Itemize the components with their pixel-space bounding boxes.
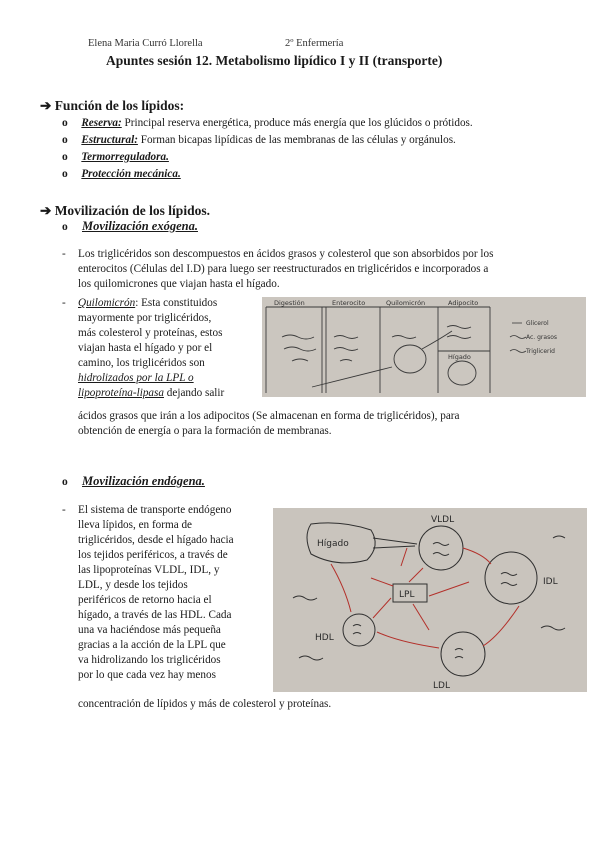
arrow-right-icon: ➔ bbox=[40, 203, 55, 218]
legend-label: Ac. grasos bbox=[526, 334, 557, 341]
text-line: las lipoproteínas VLDL, IDL, y bbox=[78, 564, 220, 576]
diagram-label: Hígado bbox=[317, 539, 349, 549]
lpl-text: lipoproteína-lipasa bbox=[78, 387, 164, 399]
paragraph-endogena bbox=[78, 503, 273, 683]
list-item bbox=[62, 116, 473, 131]
course-name: 2º Enfermería bbox=[285, 38, 344, 49]
text-line: los tejidos periféricos, a través de bbox=[78, 549, 228, 561]
text-line: gracias a la acción de la LPL que bbox=[78, 639, 226, 651]
circle-bullet-icon: o bbox=[62, 117, 68, 129]
text-line: por lo que cada vez hay menos bbox=[78, 669, 216, 681]
author-name: Elena Maria Curró Llorella bbox=[88, 38, 203, 49]
text-line: Los triglicéridos son descompuestos en ácidos grasos y colesterol que son absorbidos por los bbox=[78, 248, 494, 260]
subheading-exogena bbox=[62, 219, 198, 234]
text-line: mayormente por triglicéridos, bbox=[78, 312, 212, 324]
section-heading-text: Movilización de los lípidos. bbox=[54, 203, 210, 218]
list-item-text: Forman bicapas lipídicas de las membranas de las células y orgánulos. bbox=[137, 134, 456, 146]
diagram-label: Hígado bbox=[448, 353, 471, 361]
text-line: triglicéridos, desde el hígado hacia bbox=[78, 534, 234, 546]
dash-bullet: - bbox=[62, 297, 66, 309]
section-heading-movilizacion bbox=[40, 203, 210, 219]
list-item bbox=[62, 133, 456, 148]
text-line: dejando salir bbox=[163, 387, 225, 399]
text-line: ácidos grasos que irán a los adipocitos (Se almacenan en forma de triglicéridos), para bbox=[78, 410, 460, 422]
dash-bullet: - bbox=[62, 248, 66, 260]
paragraph-exogena bbox=[78, 247, 578, 292]
lpl-text: hidrolizados por la LPL o bbox=[78, 372, 194, 384]
list-item-term: Estructural: bbox=[81, 134, 138, 146]
subheading-text: Movilización endógena. bbox=[82, 474, 205, 488]
quilomicron-diagram bbox=[262, 297, 586, 397]
page-title: Apuntes sesión 12. Metabolismo lipídico I y II (transporte) bbox=[106, 53, 443, 68]
circle-bullet-icon: o bbox=[62, 134, 68, 146]
diagram-label: Digestión bbox=[274, 299, 305, 307]
text-line: camino, los triglicéridos son bbox=[78, 357, 205, 369]
legend-label: Glicerol bbox=[526, 320, 549, 327]
diagram-label: Adipocito bbox=[448, 299, 479, 307]
list-item bbox=[62, 167, 181, 182]
text-line: enterocitos (Células del I.D) para luego ser reestructurados en triglicéridos e incorporados a bbox=[78, 263, 489, 275]
lipoprotein-cycle-diagram bbox=[273, 508, 587, 692]
section-heading-text: Función de los lípidos: bbox=[54, 98, 185, 113]
list-item-term: Protección mecánica. bbox=[81, 168, 181, 180]
paragraph-quilomicron bbox=[78, 296, 268, 401]
text-line: LDL, y desde los tejidos bbox=[78, 579, 188, 591]
diagram-label: Quilomicrón bbox=[386, 299, 426, 307]
text-line: lleva lípidos, en forma de bbox=[78, 519, 193, 531]
text-line: periféricos de retorno hacia el bbox=[78, 594, 212, 606]
diagram-label: IDL bbox=[543, 577, 558, 587]
text-line: una va haciéndose más pequeña bbox=[78, 624, 221, 636]
arrow-right-icon: ➔ bbox=[40, 98, 55, 113]
section-heading-funcion bbox=[40, 98, 184, 114]
text-line: El sistema de transporte endógeno bbox=[78, 504, 232, 516]
quilomicron-diagram-photo bbox=[262, 297, 586, 397]
diagram-label: HDL bbox=[315, 633, 334, 643]
subheading-text: Movilización exógena. bbox=[82, 219, 198, 233]
diagram-label: VLDL bbox=[431, 515, 455, 525]
text-line: más colesterol y proteínas, estos bbox=[78, 327, 223, 339]
diagram-label: Enterocito bbox=[332, 299, 366, 307]
text-line: obtención de energía o para la formación de membranas. bbox=[78, 425, 332, 437]
diagram-label: LPL bbox=[399, 590, 415, 600]
diagram-label: LDL bbox=[433, 681, 450, 691]
text-line: va hidrolizando los triglicéridos bbox=[78, 654, 221, 666]
list-item-term: Reserva: bbox=[81, 117, 122, 129]
quilomicron-term: Quilomicrón bbox=[78, 297, 136, 309]
text-line: hígado, a través de las HDL. Cada bbox=[78, 609, 232, 621]
text-line: los quilomicrones que viajan hasta el hígado. bbox=[78, 278, 280, 290]
lipoprotein-cycle-diagram-photo bbox=[273, 508, 587, 692]
circle-bullet-icon: o bbox=[62, 151, 68, 163]
text-line: viajan hasta el hígado y por el bbox=[78, 342, 213, 354]
list-item-text: Principal reserva energética, produce más energía que los glúcidos o prótidos. bbox=[121, 117, 473, 129]
circle-bullet-icon: o bbox=[62, 168, 68, 180]
list-item-term: Termorreguladora. bbox=[81, 151, 169, 163]
dash-bullet: - bbox=[62, 504, 66, 516]
circle-bullet-icon: o bbox=[62, 221, 68, 233]
paragraph-quilomicron-end bbox=[78, 409, 588, 439]
subheading-endogena bbox=[62, 474, 205, 489]
text-line: : Esta constituidos bbox=[135, 297, 218, 309]
circle-bullet-icon: o bbox=[62, 476, 68, 488]
legend-label: Triglicerid bbox=[526, 348, 555, 355]
list-item bbox=[62, 150, 169, 165]
paragraph-endogena-end: concentración de lípidos y más de colesterol y proteínas. bbox=[78, 698, 332, 710]
